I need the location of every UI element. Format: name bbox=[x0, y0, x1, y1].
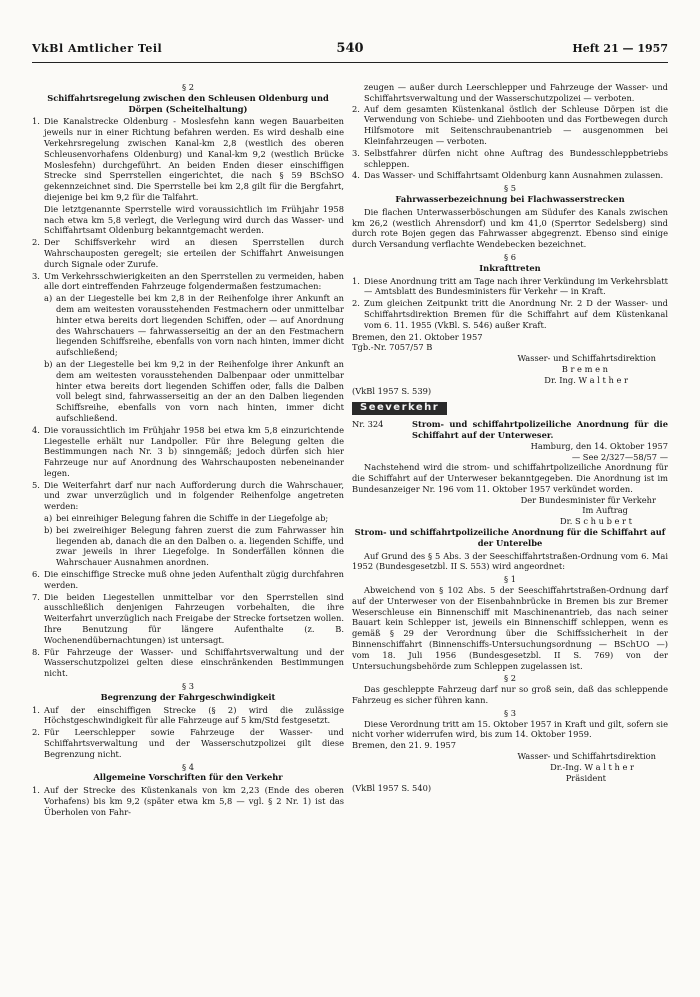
para-2-text: Das geschleppte Fahrzeug darf nur so groß sein, daß das schleppende Fahrzeug es sicher führen kann. bbox=[352, 684, 668, 706]
signature-org: Wasser- und Schiffahrtsdirektion bbox=[517, 353, 656, 364]
signature-name: Dr.-Ing. W a l t h e r bbox=[550, 761, 634, 772]
section-6-number: § 6 bbox=[503, 251, 517, 262]
list-item: 3. Um Verkehrsschwierigkeiten an den Sperrstellen zu vermeiden, haben alle dort eintreffenden Fahrzeuge folgendermaßen festzumachen: bbox=[32, 270, 344, 292]
para-3-text: Diese Verordnung tritt am 15. Oktober 1957 in Kraft und gilt, sofern sie nicht vorher widerrufen wird, bis zum 14. Oktober 1959. bbox=[352, 718, 668, 740]
list-item: 4. Das Wasser- und Schiffahrtsamt Oldenburg kann Ausnahmen zulassen. bbox=[352, 170, 664, 181]
ordinance-title: Strom- und schiffahrtpolizeiliche Anordnung für die Schiffahrt auf der Unterelbe bbox=[354, 527, 666, 548]
notice-ref: — See 2/327—58/57 — bbox=[571, 451, 668, 462]
sub-item: b) an der Liegestelle bei km 9,2 in der Reihenfolge ihrer Ankunft an dem am weitesten vorausstehenden Dalbenpaar oder unmittelbar hinter etwa bereits dort liegenden Schiffen oder, falls die Dalben voll belegt sind, fahrwasserseitig an der an den Dalben liegenden Schiffsreihe, ebenfalls von vorn nach hinten, immer dicht aufschließend. bbox=[44, 358, 344, 423]
section-2-title: Schiffahrtsregelung zwischen den Schleusen Oldenburg und Dörpen (Scheitelhaltung) bbox=[47, 92, 329, 114]
list-item: 1. Auf der einschiffigen Strecke (§ 2) wird die zulässige Höchstgeschwindigkeit für alle Fahrzeuge auf 5 km/Std festgesetzt. bbox=[32, 704, 344, 726]
para-2-number: § 2 bbox=[503, 673, 517, 684]
section-3-number: § 3 bbox=[181, 681, 195, 692]
signature-city: B r e m e n bbox=[561, 363, 608, 374]
list-item: 1. Diese Anordnung tritt am Tage nach ihrer Verkündung im Verkehrsblatt — Amtsblatt des Bundesministers für Verkehr — in Kraft. bbox=[352, 275, 668, 297]
place-date: Bremen, den 21. Oktober 1957 bbox=[352, 331, 483, 342]
signature-name: Dr. Ing. W a l t h e r bbox=[544, 374, 628, 385]
header-rule bbox=[32, 62, 668, 63]
list-item: 1. Auf der Strecke des Küstenkanals von km 2,23 (Ende des oberen Vorhafens) bis km 9,2 (später etwa km 5,8 — vgl. § 2 Nr. 1) ist das Überholen von Fahr- bbox=[32, 785, 344, 817]
notice-number: Nr. 324 bbox=[352, 419, 384, 430]
notice-intro: Nachstehend wird die strom- und schiffahrtpolizeiliche Anordnung für die Schiffahrt auf der Unterweser bekanntgegeben. Die Anordnung ist im Bundesanzeiger Nr. 196 vom 11. Oktober 1957 verkündet worden. bbox=[352, 462, 668, 494]
page-number: 540 bbox=[336, 41, 364, 56]
sub-item: a) bei einreihiger Belegung fahren die Schiffe in der Liegefolge ab; bbox=[44, 513, 329, 524]
place-date: Bremen, den 21. 9. 1957 bbox=[352, 740, 457, 751]
para-3-number: § 3 bbox=[503, 707, 517, 718]
list-item: 7. Die beiden Liegestellen unmittelbar vor den Sperrstellen sind ausschließlich denjenigen Fahrzeugen vorbehalten, die ihre Weiterfahrt unverzüglich nach Freigabe der Strecke fortsetzen wollen. Ihre Benutzung für längere Aufenthalte (z. B. Wochenendübernachtungen) ist untersagt. bbox=[32, 591, 344, 645]
signature-org: Der Bundesminister für Verkehr bbox=[520, 494, 656, 505]
section-banner: Seeverkehr bbox=[352, 402, 447, 415]
reference: (VkBl 1957 S. 539) bbox=[352, 385, 432, 396]
list-item: 2. Zum gleichen Zeitpunkt tritt die Anordnung Nr. 2 D der Wasser- und Schiffahrtsdirektion Bremen für die Schiffahrt auf dem Küstenkanal vom 6. 11. 1955 (VkBl. S. 546) außer Kraft. bbox=[352, 298, 668, 330]
signature-role: Im Auftrag bbox=[582, 505, 628, 516]
left-column bbox=[32, 80, 344, 819]
section-4-number: § 4 bbox=[181, 761, 195, 772]
list-item: 2. Der Schiffsverkehr wird an diesen Sperrstellen durch Wahrschauposten geregelt; sie erteilen der Schiffahrt Anweisungen durch Signale oder Zurufe. bbox=[32, 237, 344, 269]
list-item: 5. Die Weiterfahrt darf nur nach Aufforderung durch die Wahrschauer, und zwar unverzüglich und in folgender Reihenfolge angetreten werden: bbox=[32, 479, 344, 512]
issue-label: Heft 21 — 1957 bbox=[572, 42, 668, 55]
section-2-number: § 2 bbox=[181, 82, 195, 92]
page-header bbox=[32, 41, 668, 64]
para-1-text: Abweichend von § 102 Abs. 5 der Seeschiffahrtstraßen-Ordnung darf auf der Unterweser von der Eisenbahnbrücke in Bremen bis zur Bremer Weserschleuse ein Binnenschiff mit Maschinenantrieb, das nach seiner Bauart kein Schlepper ist, jeweils ein Binnenschiff schleppen, wenn es gemäß § 29 der Verordnung über die Schiffssicherheit in der Binnenschiffahrt (Binnenschiffs-Untersuchungsordnung — BSchUO —) vom 18. Juli 1956 (Bundesgesetzbl. II S. 769) von der Untersuchungsbehörde zum Schleppen zugelassen ist. bbox=[352, 585, 668, 671]
list-item: 4. Die voraussichtlich im Frühjahr 1958 bei etwa km 5,8 einzurichtende Liegestelle erhält nur Landpoller. Für ihre Belegung gelten die Bestimmungen nach Nr. 3 b) sinngemäß; jedoch dürfen sich hier Fahrzeuge nur auf Anordnung des Wahrschauposten nebeneinander legen. bbox=[32, 424, 344, 478]
right-column bbox=[352, 82, 668, 794]
para-1-number: § 1 bbox=[503, 574, 517, 585]
signature-org: Wasser- und Schiffahrtsdirektion bbox=[517, 751, 656, 762]
section-4-title: Allgemeine Vorschriften für den Verkehr bbox=[93, 772, 283, 783]
section-2-items bbox=[32, 116, 344, 679]
sub-item: b) bei zweireihiger Belegung fahren zuerst die zum Fahrwasser hin liegenden ab, danach die an den Dalben o. a. liegenden Schiffe, und zwar jeweils in ihrer Liegefolge. In Sonderfällen können die Wahrschauer Ausnahmen anordnen. bbox=[44, 524, 344, 568]
ordinance-intro: Auf Grund des § 5 Abs. 3 der Seeschiffahrtstraßen-Ordnung vom 6. Mai 1952 (Bundesgesetzbl. II S. 553) wird angeordnet: bbox=[352, 550, 668, 572]
list-item: 3. Selbstfahrer dürfen nicht ohne Auftrag des Bundesschleppbetriebs schleppen. bbox=[352, 147, 668, 169]
section-5-text: Die flachen Unterwasserböschungen am Südufer des Kanals zwischen km 26,2 (westlich Ahrensdorf) und km 41,0 (Sperrtor Sedelsberg) sind durch rote Bojen gegen das Fahrwasser abgegrenzt. Ebenso sind einige durch Versandung verflachte Wendebecken bezeichnet. bbox=[352, 206, 668, 250]
list-item: 1. Die Kanalstrecke Oldenburg - Moslesfehn kann wegen Bauarbeiten jeweils nur in einer Richtung befahren werden. Es wird deshalb eine Verkehrsregelung zwischen Kanal-km 2,8 (westlich des oberen Schleusenvorhafens Oldenburg) und Kanal-km 9,2 (westlich Brücke Moslesfehn) durchgeführt. An beiden Enden dieser einschiffigen Strecke sind Sperrstellen eingerichtet, die nach § 59 BSchSO gekennzeichnet sind. Die Sperrstelle bei km 2,8 gilt für die Bergfahrt, diejenige bei km 9,2 für die Talfahrt. bbox=[32, 116, 344, 202]
section-3-title: Begrenzung der Fahrgeschwindigkeit bbox=[100, 691, 276, 702]
list-item: 6. Die einschiffige Strecke muß ohne jeden Aufenthalt zügig durchfahren werden. bbox=[32, 569, 344, 590]
continued-text: zeugen — außer durch Leerschlepper und Fahrzeuge der Wasser- und Schiffahrtsverwaltung und der Wasserschutzpolizei — verboten. bbox=[364, 82, 668, 103]
signature-name: Dr. S c h u b e r t bbox=[560, 516, 632, 527]
list-item: 8. Für Fahrzeuge der Wasser- und Schiffahrtsverwaltung und der Wasserschutzpolizei gelten diese einschränkenden Bestimmungen nicht. bbox=[32, 646, 344, 679]
journal-number: Tgb.-Nr. 7057/57 B bbox=[352, 342, 433, 353]
list-item: 2. Auf dem gesamten Küstenkanal östlich der Schleuse Dörpen ist die Verwendung von Schiebe- und Ziehbooten und das Fortbewegen durch Hilfsmotore mit Seitenschraubenantrieb — ausgenommen bei Kleinfahrzeugen — verboten. bbox=[352, 103, 668, 146]
reference: (VkBl 1957 S. 540) bbox=[352, 783, 432, 794]
list-item: 2. Für Leerschlepper sowie Fahrzeuge der Wasser- und Schiffahrtsverwaltung und der Wasserschutzpolizei gilt diese Begrenzung nicht. bbox=[32, 727, 344, 759]
notice-heading bbox=[352, 419, 668, 441]
notice-title: Strom- und schiffahrtpolizeiliche Anordnung für die Schiffahrt auf der Unterweser. bbox=[412, 419, 668, 440]
section-5-title: Fahrwasserbezeichnung bei Flachwasserstrecken bbox=[395, 193, 625, 204]
journal-title: VkBl Amtlicher Teil bbox=[32, 42, 163, 55]
notice-place-date: Hamburg, den 14. Oktober 1957 bbox=[530, 440, 668, 451]
section-6-title: Inkrafttreten bbox=[479, 262, 541, 273]
list-item: Die letztgenannte Sperrstelle wird voraussichtlich im Frühjahr 1958 nach etwa km 5,8 verlegt, die Verlegung wird durch das Wasser- und Schiffahrtsamt Oldenburg bekanntgemacht werden. bbox=[44, 203, 344, 236]
section-5-number: § 5 bbox=[503, 183, 517, 194]
sub-item: a) an der Liegestelle bei km 2,8 in der Reihenfolge ihrer Ankunft an dem am weitesten vorausstehenden Festmachern oder unmittelbar hinter etwa bereits dort liegenden Schiffen, oder — auf Anordnung des Wahrschauers — fahrwasserseitig an der an den Festmachern liegenden Schiffsreihe, ebenfalls von vorn nach hinten, immer dicht aufschließend; bbox=[44, 293, 344, 358]
signature-role: Präsident bbox=[565, 772, 606, 783]
